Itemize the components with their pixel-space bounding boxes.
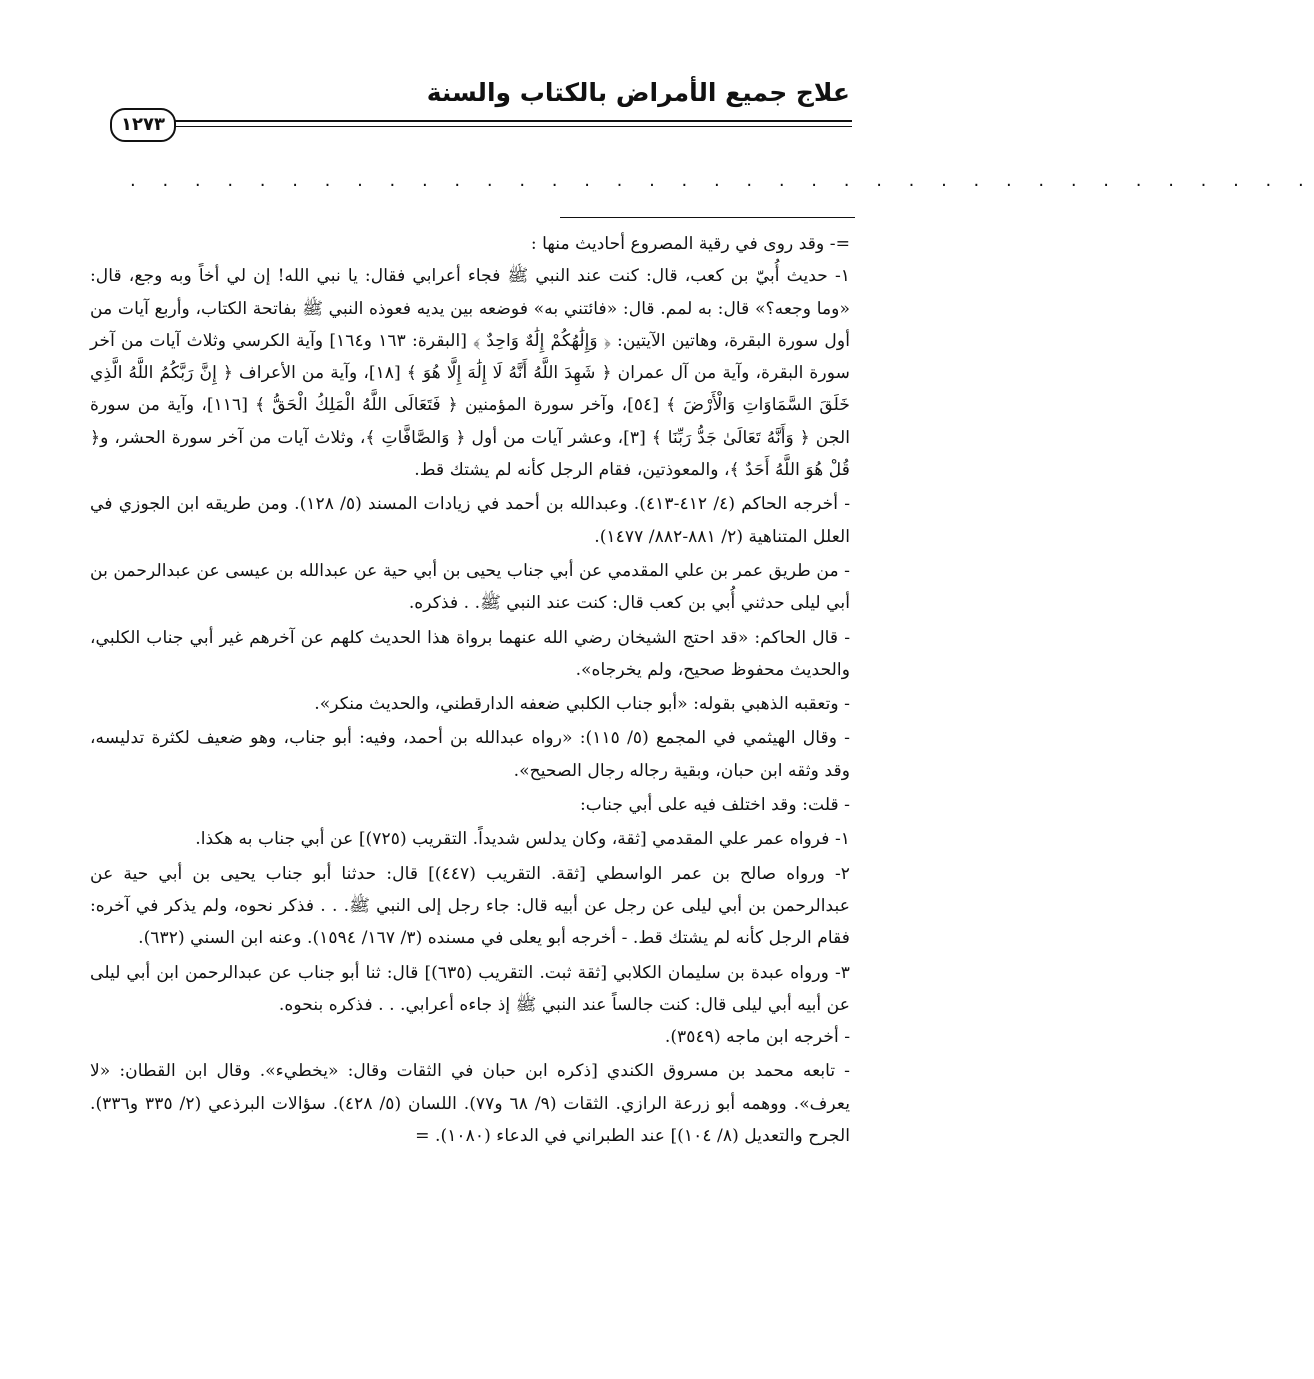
footnote-body: [90, 228, 850, 1152]
paragraph-riwaya-3: ٣- ورواه عبدة بن سليمان الكلابي [ثقة ثبت. التقريب (٦٣٥)] قال: ثنا أبو جناب عن عبدالرحمن ابن أبي ليلى عن أبيه أبي ليلى قال: كنت جالساً عند النبي ﷺ إذ جاءه أعرابي. . . فذكره بنحوه.: [90, 962, 850, 1015]
footnote-rule: [560, 217, 855, 218]
paragraph-mutaba: - تابعه محمد بن مسروق الكندي [ذكره ابن حبان في الثقات وقال: «يخطيء». وقال ابن القطان: «لا يعرف». ووهمه أبو زرعة الرازي. الثقات (٩/ ٦٨ و٧٧). اللسان (٥/ ٤٢٨). سؤالات البرذعي (٢/ ٣٣٥ و٣٣٦). الجرح والتعديل (٨/ ١٠٤)] عند الطبراني في الدعاء (١٠٨٠). =: [90, 1061, 850, 1147]
paragraph-qultu: - قلت: وقد اختلف فيه على أبي جناب:: [579, 795, 850, 816]
paragraph-takhrij-hakim: - أخرجه الحاكم (٤/ ٤١٢-٤١٣). وعبدالله بن أحمد في زيادات المسند (٥/ ١٢٨). ومن طريقه ابن الجوزي في العلل المتناهية (٢/ ٨٨١-٨٨٢/ ١٤٧٧).: [90, 494, 851, 547]
paragraph-dhahabi: - وتعقبه الذهبي بقوله: «أبو جناب الكلبي ضعفه الدارقطني، والحديث منكر».: [314, 694, 850, 715]
paragraph-ibn-majah: - أخرجه ابن ماجه (٣٥٤٩).: [664, 1027, 850, 1048]
footnote-separator-dots: . . . . . . . . . . . . . . . . . . . . . . . . . . . . . . . . . . . . .: [130, 170, 1314, 191]
paragraph-riwaya-1: ١- فرواه عمر علي المقدمي [ثقة، وكان يدلس شديداً. التقريب (٧٢٥)] عن أبي جناب به هكذا.: [195, 829, 850, 850]
paragraph-riwaya-2: ٢- ورواه صالح بن عمر الواسطي [ثقة. التقريب (٤٤٧)] قال: حدثنا أبو جناب يحيى بن أبي حية عن عبدالرحمن بن أبي ليلى عن رجل عن أبيه قال: جاء رجل إلى النبي ﷺ. . . فذكر نحوه، ولم يذكر في آخره: فقام الرجل كأنه لم يشتك قط. - أخرجه أبو يعلى في مسنده (٣/ ١٦٧/ ١٥٩٤). وعنه ابن السني (٦٣٢).: [90, 863, 851, 949]
paragraph-hakim-verdict: - قال الحاكم: «قد احتج الشيخان رضي الله عنهما برواة هذا الحديث كلهم عن آخرهم غير أبي جناب الكلبي، والحديث محفوظ صحيح، ولم يخرجاه».: [90, 627, 850, 680]
paragraph-intro: =- وقد روى في رقية المصروع أحاديث منها :: [530, 234, 850, 254]
paragraph-hadith-text: ١- حديث أُبيّ بن كعب، قال: كنت عند النبي ﷺ فجاء أعرابي فقال: يا نبي الله! إن لي أخاً وبه وجع، قال: «وما وجعه؟» قال: به لمم. قال: «فائتني به» فوضعه بين يديه فعوذه النبي ﷺ بفاتحة الكتاب، وأربع آيات من أول سورة البقرة، وهاتين الآيتين: ﴿ وَإِلَٰهُكُمْ إِلَٰهٌ وَاحِدٌ ﴾ [البقرة: ١٦٣ و١٦٤] وآية الكرسي وثلاث آيات من آخر سورة البقرة، وآية من آل عمران ﴿ شَهِدَ اللَّهُ أَنَّهُ لَا إِلَٰهَ إِلَّا هُوَ ﴾ [١٨]، وآية من الأعراف ﴿ إِنَّ رَبَّكُمُ اللَّهُ الَّذِي خَلَقَ السَّمَاوَاتِ وَالْأَرْضَ ﴾ [٥٤]، وآخر سورة المؤمنين ﴿ فَتَعَالَى اللَّهُ الْمَلِكُ الْحَقُّ ﴾ [١١٦]، وآية من سورة الجن ﴿ وَأَنَّهُ تَعَالَىٰ جَدُّ رَبِّنَا ﴾ [٣]، وعشر آيات من أول ﴿ وَالصَّافَّاتِ ﴾، وثلاث آيات من آخر سورة الحشر، و﴿ قُلْ هُوَ اللَّهُ أَحَدٌ ﴾، والمعوذتين، فقام الرجل كأنه لم يشتك قط.: [90, 266, 851, 481]
paragraph-haythami: - وقال الهيثمي في المجمع (٥/ ١١٥): «رواه عبدالله بن أحمد، وفيه: أبو جناب، وهو ضعيف لكثرة تدليسه، وقد وثقه ابن حبان، وبقية رجاله رجال الصحيح».: [90, 728, 850, 781]
running-header-title: علاج جميع الأمراض بالكتاب والسنة: [426, 78, 850, 107]
paragraph-isnad: - من طريق عمر بن علي المقدمي عن أبي جناب يحيى بن أبي حية عن عبدالله بن عيسى عن عبدالرحمن بن أبي ليلى حدثني أُبي بن كعب قال: كنت عند النبي ﷺ. . فذكره.: [90, 560, 850, 614]
page-number: ١٢٧٣: [110, 108, 176, 142]
header-rule: [170, 120, 852, 122]
header-rule-thin: [170, 126, 852, 127]
